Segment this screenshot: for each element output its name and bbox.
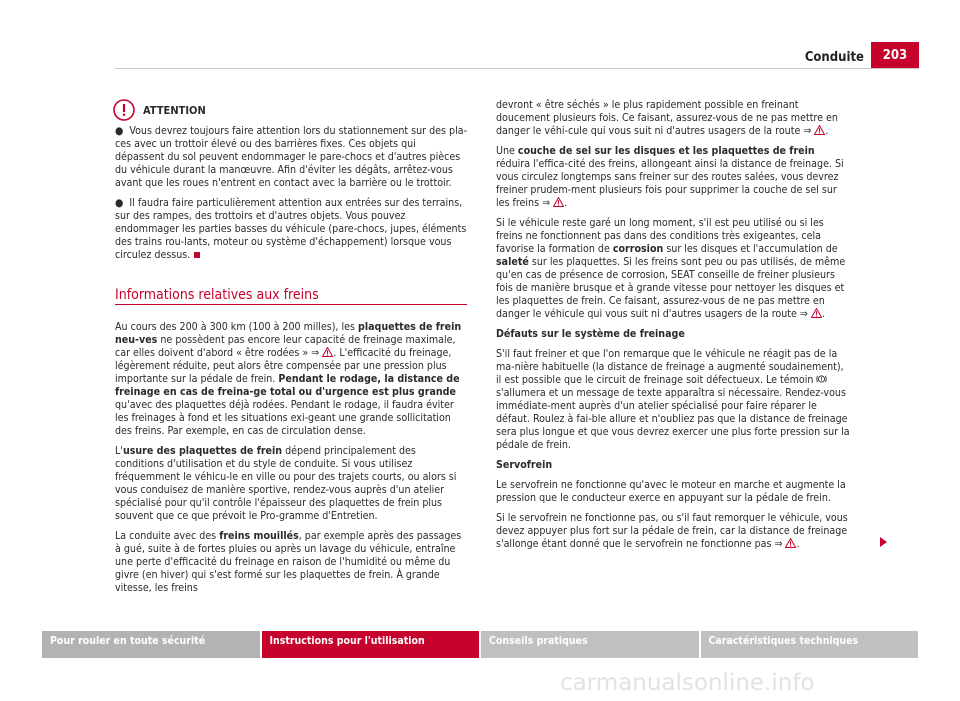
footer-tab-instructions[interactable]: Instructions pour l'utilisation bbox=[262, 631, 480, 658]
warning-icon bbox=[322, 347, 333, 357]
paragraph: Une couche de sel sur les disques et les plaquettes de frein réduira l'effica-cité des freins, allongeant ainsi la distance de freinage. Si vous circulez longtemps sans freiner sur des routes salées, vous devrez freiner prudem-ment plusieurs fois pour supprimer la couche de sel sur les freins ⇒ . bbox=[496, 145, 844, 209]
paragraph: S'il faut freiner et que l'on remarque que le véhicule ne réagit pas de la ma-nière habituelle (la distance de freinage a augmenté soudainement), il est possible que le circuit de freinage soit défectueux. Le témoin s'allumera et un message de texte apparaîtra si nécessaire. Rendez-vous immédiate-ment auprès d'un atelier spécialisé pour faire réparer le défaut. Roulez à fai-ble allure et n'oubliez pas que la distance de freinage sera plus longue et que vous devrez exercer une plus forte pression sur la pédale de frein. bbox=[496, 348, 850, 451]
paragraph: Le servofrein ne fonctionne qu'avec le moteur en marche et augmente la pression que le conducteur exerce en appuyant sur la pédale de frein. bbox=[496, 479, 846, 504]
left-column bbox=[115, 105, 467, 602]
attention-title: ATTENTION bbox=[143, 104, 206, 117]
brake-warning-icon bbox=[816, 374, 827, 384]
watermark: carmanualsonline.info bbox=[560, 670, 815, 696]
footer-tab-tips[interactable]: Conseils pratiques bbox=[481, 631, 699, 658]
subheading-servofrein: Servofrein bbox=[496, 459, 553, 471]
end-marker-icon bbox=[194, 252, 200, 258]
subheading-defauts: Défauts sur le système de freinage bbox=[496, 328, 685, 340]
paragraph: Au cours des 200 à 300 km (100 à 200 milles), les plaquettes de frein neu-ves ne possèdent pas encore leur capacité de freinage maximale, car elles doivent d'abord « être rodées » ⇒ . L'efficacité du freinage, légèrement réduite, peut alors être compensée par une pression plus importante sur la pédale de frein. Pendant le rodage, la distance de freinage en cas de freina-ge total ou d'urgence est plus grande qu'avec des plaquettes déjà rodées. Pendant le rodage, il faudra éviter les freinages à fond et les situations exi-geant une grande sollicitation des freins. Par exemple, en cas de circulation dense. bbox=[115, 321, 462, 437]
warning-icon bbox=[811, 308, 822, 318]
footer-tab-safety[interactable]: Pour rouler en toute sécurité bbox=[42, 631, 260, 658]
warning-icon bbox=[814, 125, 825, 135]
paragraph: devront « être séchés » le plus rapidement possible en freinant doucement plusieurs fois. Ce faisant, assurez-vous de ne pas mettre en danger le véhi-cule qui vous suit ni d'autres usagers de la route ⇒ . bbox=[496, 99, 838, 137]
warning-icon bbox=[553, 197, 564, 207]
attention-bullet: ● Vous devrez toujours faire attention lors du stationnement sur des pla-ces avec un trottoir élevé ou des barrières fixes. Ces objets qui dépassent du sol peuvent endommager le pare-chocs et d'autres pièces du véhicule durant la manœuvre. Afin d'éviter les dégâts, arrêtez-vous avant que les roues n'entrent en contact avec la barrière ou le trottoir. bbox=[115, 125, 468, 189]
paragraph: La conduite avec des freins mouillés, par exemple après des passages à gué, suite à de fortes pluies ou après un lavage du véhicule, entraîne une perte d'efficacité du freinage en raison de l'humidité ou même du givre (en hiver) qui s'est formé sur les plaquettes de frein. À grande vitesse, les freins bbox=[115, 530, 462, 594]
page-number: 203 bbox=[871, 42, 919, 68]
footer-nav bbox=[42, 631, 918, 658]
next-page-arrow-icon bbox=[880, 537, 887, 547]
warning-icon bbox=[785, 538, 796, 548]
header-rule bbox=[115, 68, 919, 69]
footer-tab-specs[interactable]: Caractéristiques techniques bbox=[701, 631, 919, 658]
attention-bullet: ● Il faudra faire particulièrement attention aux entrées sur des terrains, sur des rampes, des trottoirs et d'autres objets. Vous pouvez endommager les parties basses du véhicule (pare-chocs, jupes, éléments des trains rou-lants, moteur ou système d'échappement) lorsque vous circulez dessus. bbox=[115, 197, 467, 261]
header-title: Conduite bbox=[804, 50, 864, 65]
section-title: Informations relatives aux freins bbox=[115, 287, 319, 303]
right-column bbox=[496, 99, 850, 558]
section-rule bbox=[115, 304, 467, 305]
paragraph: Si le servofrein ne fonctionne pas, ou s'il faut remorquer le véhicule, vous devez appuyer plus fort sur la pédale de frein, car la distance de freinage s'allonge étant donné que le servofrein ne fonctionne pas ⇒ . bbox=[496, 512, 848, 550]
paragraph: L'usure des plaquettes de frein dépend principalement des conditions d'utilisation et du style de conduite. Si vous utilisez fréquemment le véhicu-le en ville ou pour des trajets courts, ou alors si vous conduisez de manière sportive, rendez-vous auprès d'un atelier spécialisé pour qu'il contrôle l'épaisseur des plaquettes de frein plus souvent que ce que prévoit le Pro-gramme d'Entretien. bbox=[115, 445, 457, 522]
paragraph: Si le véhicule reste garé un long moment, s'il est peu utilisé ou si les freins ne fonctionnent pas dans des conditions très exigeantes, cela favorise la formation de corrosion sur les disques et l'accumulation de saleté sur les plaquettes. Si les freins sont peu ou pas utilisés, de même qu'en cas de présence de corrosion, SEAT conseille de freiner plusieurs fois de manière brusque et à grande vitesse pour nettoyer les disques et les plaquettes de frein. Ce faisant, assurez-vous de ne pas mettre en danger le véhicule qui vous suit ni d'autres usagers de la route ⇒ . bbox=[496, 217, 846, 320]
